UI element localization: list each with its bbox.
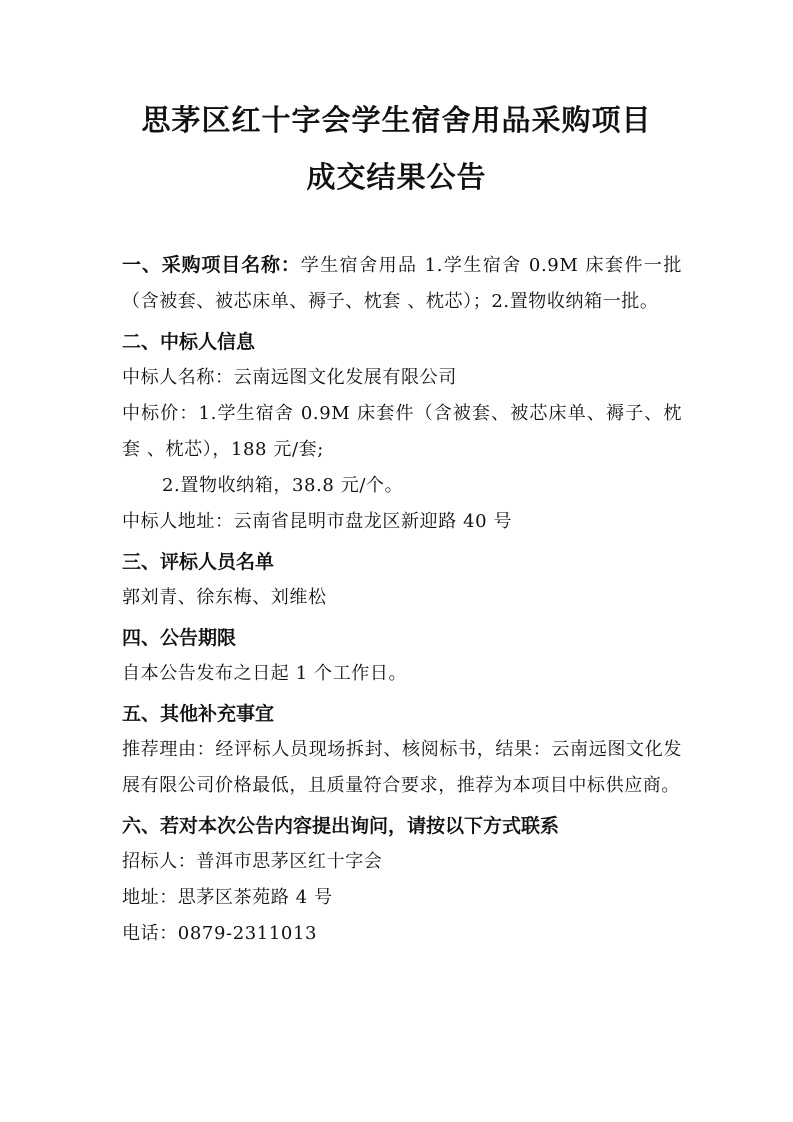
section-1-text: 学生宿舍用品 1.学生宿舍 0.9M 床套件一批（含被套、被芯床单、褥子、枕套 、枕芯）；2.置物收纳箱一批。 — [122, 255, 682, 312]
contact-tenderer: 招标人：普洱市思茅区红十字会 — [122, 851, 383, 872]
evaluator-list: 郭刘青、徐东梅、刘维松 — [122, 587, 327, 608]
winner-address: 中标人地址：云南省昆明市盘龙区新迎路 40 号 — [122, 511, 513, 532]
winner-price-1: 中标价：1.学生宿舍 0.9M 床套件（含被套、被芯床单、褥子、枕套 、枕芯），188 元/套; — [122, 403, 682, 460]
notice-period: 自本公告发布之日起 1 个工作日。 — [122, 663, 408, 684]
section-4-heading: 四、公告期限 — [122, 627, 237, 649]
section-1-paragraph — [122, 247, 682, 320]
section-1-heading: 一、采购项目名称： — [122, 254, 301, 276]
winner-name: 中标人名称：云南远图文化发展有限公司 — [122, 367, 457, 388]
page-subtitle: 成交结果公告 — [306, 160, 487, 194]
winner-price-2: 2.置物收纳箱，38.8 元/个。 — [162, 475, 404, 496]
recommendation-reason: 推荐理由：经评标人员现场拆封、核阅标书，结果：云南远图文化发展有限公司价格最低，且质量符合要求，推荐为本项目中标供应商。 — [122, 739, 682, 796]
section-5-heading: 五、其他补充事宜 — [122, 703, 275, 725]
section-2-heading: 二、中标人信息 — [122, 331, 256, 353]
section-3-heading: 三、评标人员名单 — [122, 551, 275, 573]
page-title: 思茅区红十字会学生宿舍用品采购项目 — [141, 103, 652, 137]
section-6-heading: 六、若对本次公告内容提出询问，请按以下方式联系 — [122, 815, 560, 837]
contact-phone: 电话：0879-2311013 — [122, 923, 318, 944]
document-body — [122, 247, 682, 952]
contact-address: 地址：思茅区茶苑路 4 号 — [122, 887, 333, 908]
